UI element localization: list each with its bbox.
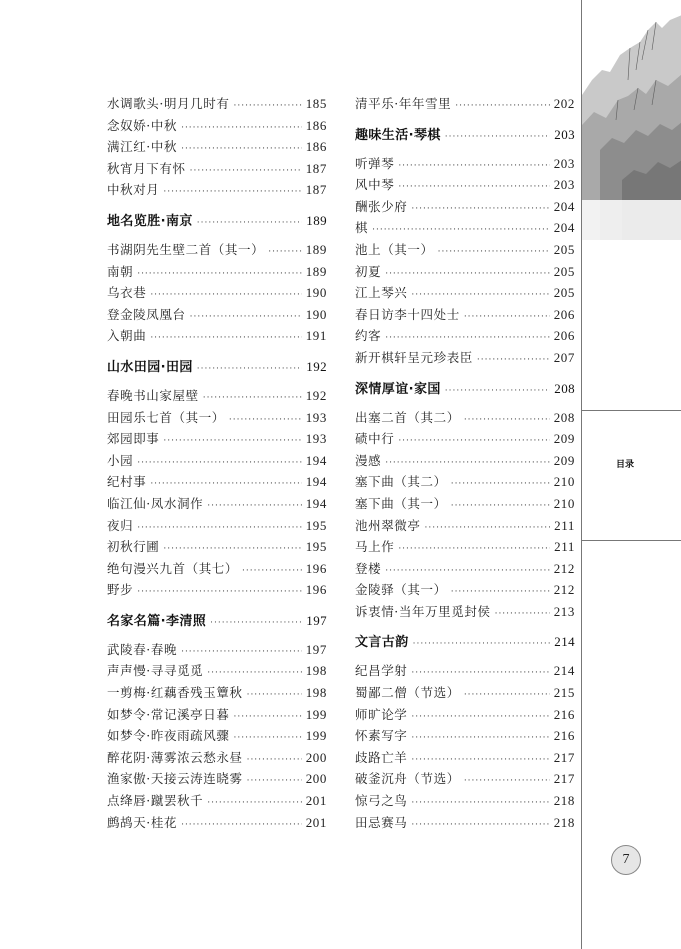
toc-title: 名家名篇·李清照 <box>107 613 207 629</box>
toc-entry <box>107 639 327 661</box>
leader-dots <box>190 307 302 329</box>
toc-page-number: 211 <box>554 539 575 555</box>
toc-title: 山水田园·田园 <box>107 359 193 375</box>
toc-entry <box>107 450 327 472</box>
toc-page-number: 201 <box>305 814 327 830</box>
toc-entry <box>107 115 327 137</box>
toc-page-number: 192 <box>306 358 327 374</box>
leader-dots <box>477 350 550 372</box>
margin-rule-top <box>582 410 681 411</box>
leader-dots <box>207 793 301 815</box>
toc-page-number: 199 <box>305 706 327 722</box>
toc-title: 武陵春·春晚 <box>107 641 178 657</box>
toc-entry <box>107 179 327 201</box>
toc-page-number: 196 <box>305 582 327 598</box>
toc-entry <box>355 493 575 515</box>
leader-dots <box>495 604 550 626</box>
leader-dots <box>398 177 549 199</box>
side-section-label: 目录 <box>615 460 634 470</box>
toc-page-number: 200 <box>305 771 327 787</box>
toc-title: 满江红·中秋 <box>107 139 178 155</box>
toc-page-number: 185 <box>305 96 327 111</box>
toc-entry <box>107 493 327 515</box>
toc-title: 漫感 <box>355 452 382 468</box>
toc-entry <box>355 93 575 115</box>
leader-dots <box>464 410 550 432</box>
toc-entry <box>355 515 575 537</box>
toc-page-number: 186 <box>305 139 327 155</box>
toc-page-number: 216 <box>553 728 575 744</box>
leader-dots <box>229 410 302 432</box>
toc-page-number: 205 <box>553 241 575 257</box>
toc-entry <box>107 704 327 726</box>
toc-entry <box>355 601 575 623</box>
leader-dots <box>181 139 302 161</box>
toc-title: 如梦令·昨夜雨疏风骤 <box>107 728 230 744</box>
toc-page-number: 203 <box>554 126 575 142</box>
toc-page-number: 209 <box>553 452 575 468</box>
leader-dots <box>398 431 549 453</box>
toc-entry <box>107 385 327 407</box>
leader-dots <box>268 242 301 264</box>
toc-entry <box>355 682 575 704</box>
toc-page-number: 215 <box>553 685 575 701</box>
toc-title: 歧路亡羊 <box>355 749 408 765</box>
leader-dots <box>242 561 302 583</box>
toc-title: 蜀鄙二僧（节选） <box>355 685 460 701</box>
toc-title: 马上作 <box>355 539 395 555</box>
toc-section-heading <box>107 209 327 233</box>
toc-title: 春日访李十四处士 <box>355 306 460 322</box>
toc-page-number: 189 <box>305 241 327 257</box>
toc-entry <box>355 217 575 239</box>
toc-entry <box>107 325 327 347</box>
toc-title: 碛中行 <box>355 431 395 447</box>
toc-page-number: 217 <box>553 749 575 765</box>
toc-title: 夜归 <box>107 517 134 533</box>
toc-entry <box>355 261 575 283</box>
leader-dots <box>210 611 302 635</box>
toc-page-number: 199 <box>305 728 327 744</box>
toc-title: 纪村事 <box>107 474 147 490</box>
toc-page-number: 191 <box>305 328 327 344</box>
toc-section-heading <box>355 377 575 401</box>
leader-dots <box>455 96 549 118</box>
leader-dots <box>190 161 302 183</box>
toc-title: 渔家傲·天接云涛连晓雾 <box>107 771 243 787</box>
toc-title: 初秋行圃 <box>107 539 160 555</box>
leader-dots <box>137 264 301 286</box>
toc-title: 登金陵凤凰台 <box>107 306 186 322</box>
margin-rule-bottom <box>582 540 681 541</box>
toc-title: 地名览胜·南京 <box>107 213 193 229</box>
toc-page-number: 195 <box>305 539 327 555</box>
toc-section-heading <box>107 609 327 633</box>
toc-page-number: 211 <box>554 517 575 533</box>
toc-entry <box>355 325 575 347</box>
toc-title: 破釜沉舟（节选） <box>355 771 460 787</box>
toc-title: 师旷论学 <box>355 706 408 722</box>
toc-title: 听弹琴 <box>355 155 395 171</box>
toc-page-number: 193 <box>305 409 327 425</box>
leader-dots <box>233 728 301 750</box>
toc-title: 新开棋轩呈元珍表臣 <box>355 349 473 365</box>
toc-title: 点绛唇·蹴罢秋千 <box>107 793 204 809</box>
toc-entry <box>107 725 327 747</box>
leader-dots <box>411 728 549 750</box>
toc-entry <box>355 790 575 812</box>
toc-title: 入朝曲 <box>107 328 147 344</box>
toc-entry <box>355 239 575 261</box>
toc-title: 中秋对月 <box>107 182 160 198</box>
leader-dots <box>137 453 301 475</box>
toc-title: 怀素写字 <box>355 728 408 744</box>
toc-entry <box>107 790 327 812</box>
toc-entry <box>107 428 327 450</box>
toc-title: 念奴娇·中秋 <box>107 117 178 133</box>
toc-title: 绝句漫兴九首（其七） <box>107 560 239 576</box>
toc-title: 田园乐七首（其一） <box>107 409 225 425</box>
toc-page-number: 198 <box>305 685 327 701</box>
toc-entry <box>107 536 327 558</box>
toc-page-number: 218 <box>553 814 575 830</box>
toc-page-number: 208 <box>553 409 575 425</box>
leader-dots <box>233 96 301 118</box>
toc-page-number: 196 <box>305 560 327 576</box>
toc-page-number: 194 <box>305 452 327 468</box>
toc-page-number: 192 <box>305 387 327 403</box>
toc-entry <box>107 158 327 180</box>
leader-dots <box>413 632 551 656</box>
toc-title: 田忌赛马 <box>355 814 408 830</box>
toc-page-number: 203 <box>553 177 575 193</box>
toc-title: 池州翠微亭 <box>355 517 421 533</box>
toc-title: 如梦令·常记溪亭日暮 <box>107 706 230 722</box>
toc-title: 深情厚谊·家国 <box>355 381 441 397</box>
leader-dots <box>438 242 550 264</box>
toc-title: 出塞二首（其二） <box>355 409 460 425</box>
leader-dots <box>445 125 551 149</box>
toc-page-number: 190 <box>305 285 327 301</box>
toc-section-heading <box>355 123 575 147</box>
toc-entry <box>355 725 575 747</box>
toc-section-heading <box>355 630 575 654</box>
toc-page-number: 216 <box>553 706 575 722</box>
toc-entry <box>107 558 327 580</box>
toc-page-number: 189 <box>305 263 327 279</box>
toc-page-number: 195 <box>305 517 327 533</box>
toc-title: 惊弓之鸟 <box>355 793 408 809</box>
toc-title: 一剪梅·红藕香残玉簟秋 <box>107 685 243 701</box>
toc-entry <box>355 536 575 558</box>
toc-entry <box>355 558 575 580</box>
toc-title: 郊园即事 <box>107 431 160 447</box>
toc-page-number: 187 <box>305 160 327 176</box>
toc-page-number: 203 <box>553 155 575 171</box>
leader-dots <box>411 199 549 221</box>
leader-dots <box>425 518 551 540</box>
toc-page-number: 206 <box>553 306 575 322</box>
toc-page-number: 214 <box>554 634 575 650</box>
toc-title: 清平乐·年年雪里 <box>355 96 452 111</box>
toc-page-number: 187 <box>305 182 327 198</box>
leader-dots <box>385 264 549 286</box>
toc-title: 纪昌学射 <box>355 663 408 679</box>
toc-entry <box>355 196 575 218</box>
leader-dots <box>163 431 301 453</box>
toc-title: 临江仙·凤水洞作 <box>107 495 204 511</box>
toc-title: 塞下曲（其二） <box>355 474 447 490</box>
toc-title: 春晚书山家屋壁 <box>107 387 199 403</box>
toc-title: 南朝 <box>107 263 134 279</box>
leader-dots <box>398 156 549 178</box>
toc-entry <box>355 407 575 429</box>
toc-title: 鹧鸪天·桂花 <box>107 814 178 830</box>
side-margin <box>581 0 681 949</box>
toc-entry <box>355 347 575 369</box>
leader-dots <box>464 307 550 329</box>
toc-title: 池上（其一） <box>355 241 434 257</box>
leader-dots <box>197 211 303 235</box>
toc-title: 水调歌头·明月几时有 <box>107 96 230 111</box>
toc-page-number: 207 <box>553 349 575 365</box>
toc-entry <box>107 93 327 115</box>
toc-title: 书湖阴先生壁二首（其一） <box>107 241 265 257</box>
leader-dots <box>181 815 302 837</box>
toc-entry <box>107 304 327 326</box>
leader-dots <box>233 707 301 729</box>
toc-entry <box>107 407 327 429</box>
toc-title: 江上琴兴 <box>355 285 408 301</box>
toc-page-number: 194 <box>305 495 327 511</box>
leader-dots <box>445 379 551 403</box>
toc-title: 文言古韵 <box>355 635 409 651</box>
toc-page-number: 197 <box>305 641 327 657</box>
toc-entry <box>355 768 575 790</box>
toc-entry <box>107 136 327 158</box>
toc-page-number: 193 <box>305 431 327 447</box>
toc-entry <box>107 282 327 304</box>
toc-entry <box>355 153 575 175</box>
toc-entry <box>355 704 575 726</box>
toc-title: 棋 <box>355 220 369 236</box>
toc-page-number: 212 <box>553 560 575 576</box>
toc-title: 约客 <box>355 328 382 344</box>
leader-dots <box>398 539 550 561</box>
toc-title: 酬张少府 <box>355 198 408 214</box>
toc-title: 小园 <box>107 452 134 468</box>
toc-entry <box>107 768 327 790</box>
toc-entry <box>355 428 575 450</box>
toc-title: 秋宵月下有怀 <box>107 160 186 176</box>
toc-page-number: 218 <box>553 793 575 809</box>
leader-dots <box>411 707 549 729</box>
leader-dots <box>137 518 301 540</box>
leader-dots <box>411 793 549 815</box>
toc-title: 风中琴 <box>355 177 395 193</box>
page-number: 7 <box>611 845 641 875</box>
toc-entry <box>107 812 327 834</box>
toc-title: 野步 <box>107 582 134 598</box>
toc-entry <box>107 579 327 601</box>
toc-title: 金陵驿（其一） <box>355 582 447 598</box>
toc-page-number: 194 <box>305 474 327 490</box>
landscape-illustration <box>582 0 681 240</box>
leader-dots <box>197 357 303 381</box>
toc-page-number: 200 <box>305 749 327 765</box>
toc-entry <box>355 579 575 601</box>
leader-dots <box>451 474 550 496</box>
toc-page-number: 210 <box>553 474 575 490</box>
toc-entry <box>107 261 327 283</box>
toc-entry <box>107 471 327 493</box>
toc-entry <box>107 682 327 704</box>
toc-page-number: 217 <box>553 771 575 787</box>
leader-dots <box>247 750 302 772</box>
leader-dots <box>150 328 301 350</box>
toc-title: 声声慢·寻寻觅觅 <box>107 663 204 679</box>
toc-entry <box>355 174 575 196</box>
toc-page-number: 202 <box>553 96 575 111</box>
toc-page-number: 198 <box>305 663 327 679</box>
toc-page-number: 214 <box>553 663 575 679</box>
toc-entry <box>355 660 575 682</box>
leader-dots <box>163 182 301 204</box>
toc-title: 登楼 <box>355 560 382 576</box>
toc-page-number: 190 <box>305 306 327 322</box>
toc-entry <box>355 450 575 472</box>
toc-entry <box>107 660 327 682</box>
leader-dots <box>464 771 550 793</box>
toc-entry <box>355 747 575 769</box>
toc-page-number: 210 <box>553 495 575 511</box>
toc-page-number: 201 <box>305 793 327 809</box>
leader-dots <box>411 815 549 837</box>
toc-page-number: 197 <box>306 612 327 628</box>
toc-entry <box>355 304 575 326</box>
toc-entry <box>107 515 327 537</box>
toc-title: 趣味生活·琴棋 <box>355 127 441 143</box>
leader-dots <box>247 685 302 707</box>
leader-dots <box>207 496 301 518</box>
leader-dots <box>451 496 550 518</box>
toc-title: 乌衣巷 <box>107 285 147 301</box>
toc-page-number: 213 <box>553 603 575 619</box>
toc-left-column <box>107 93 327 833</box>
toc-page-number: 186 <box>305 117 327 133</box>
leader-dots <box>247 771 302 793</box>
toc-page-number: 209 <box>553 431 575 447</box>
toc-entry <box>107 747 327 769</box>
toc-page-number: 204 <box>553 198 575 214</box>
toc-title: 塞下曲（其一） <box>355 495 447 511</box>
toc-entry <box>107 239 327 261</box>
leader-dots <box>181 118 302 140</box>
toc-entry <box>355 282 575 304</box>
toc-entry <box>355 812 575 834</box>
toc-section-heading <box>107 355 327 379</box>
toc-right-column <box>355 93 575 833</box>
toc-title: 诉衷情·当年万里觅封侯 <box>355 603 491 619</box>
leader-dots <box>137 582 301 604</box>
toc-page-number: 205 <box>553 285 575 301</box>
toc-entry <box>355 471 575 493</box>
toc-page-number: 189 <box>306 212 327 228</box>
toc-title: 醉花阴·薄雾浓云愁永昼 <box>107 749 243 765</box>
toc-page-number: 204 <box>553 220 575 236</box>
toc-page-number: 208 <box>554 380 575 396</box>
toc-page-number: 212 <box>553 582 575 598</box>
toc-title: 初夏 <box>355 263 382 279</box>
toc-page-number: 205 <box>553 263 575 279</box>
toc-page-number: 206 <box>553 328 575 344</box>
leader-dots <box>464 685 550 707</box>
